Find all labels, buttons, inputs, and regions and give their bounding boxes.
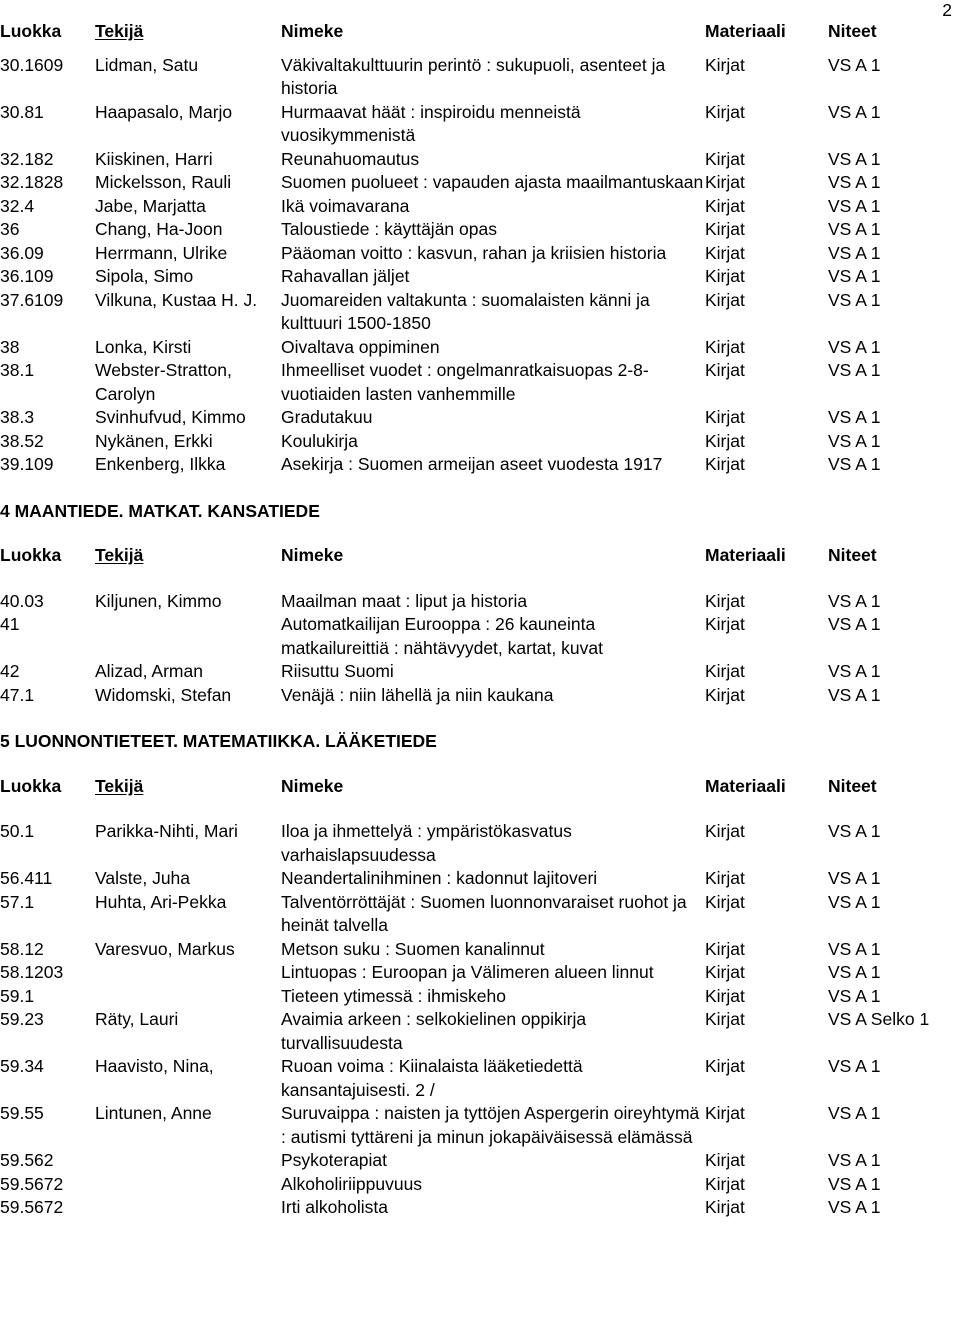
cell-luokka: 37.6109 [0, 289, 64, 310]
cell-materiaali: Kirjat [705, 454, 745, 474]
header-tekija: Tekijä [95, 775, 144, 796]
table-row [0, 218, 960, 242]
cell-luokka: 59.1 [0, 985, 35, 1006]
cell-nimeke: Ihmeelliset vuodet : ongelmanratkaisuopas 2-8-vuotiaiden lasten vanhemmille [281, 360, 649, 404]
cell-tekija [95, 613, 281, 660]
cell-niteet: VS A 1 [828, 590, 881, 611]
cell-materiaali: Kirjat [705, 195, 745, 216]
cell-niteet: VS A 1 [828, 1103, 881, 1123]
cell-nimeke: Maailman maat : liput ja historia [281, 590, 528, 611]
cell-tekija: Nykänen, Erkki [95, 430, 213, 451]
cell-tekija: Parikka-Nihti, Mari [95, 821, 238, 841]
cell-materiaali: Kirjat [705, 172, 745, 192]
cell-nimeke: Suomen puolueet : vapauden ajasta maailmantuskaan [281, 172, 704, 192]
cell-materiaali: Kirjat [705, 1197, 745, 1217]
cell-materiaali: Kirjat [705, 962, 745, 982]
cell-luokka: 42 [0, 661, 20, 681]
cell-tekija: Haavisto, Nina, [95, 1056, 214, 1076]
table-row [0, 54, 960, 101]
cell-luokka: 41 [0, 614, 20, 634]
header-niteet: Niteet [828, 21, 877, 41]
cell-niteet: VS A 1 [828, 289, 881, 310]
header-materiaali: Materiaali [705, 775, 786, 796]
cell-nimeke: Hurmaavat häät : inspiroidu menneistä vuosikymmenistä [281, 101, 581, 145]
cell-materiaali: Kirjat [705, 1103, 745, 1123]
cell-niteet: VS A 1 [828, 1056, 881, 1076]
cell-luokka: 59.5672 [0, 1197, 64, 1217]
cell-tekija [95, 985, 281, 1009]
header-nimeke: Nimeke [281, 21, 344, 41]
cell-niteet: VS A 1 [828, 172, 881, 192]
table-header [0, 544, 960, 568]
cell-nimeke: Tieteen ytimessä : ihmiskeho [281, 985, 506, 1006]
cell-nimeke: Neandertalinihminen : kadonnut lajitoveri [281, 868, 598, 888]
table-row [0, 891, 960, 938]
cell-niteet: VS A 1 [828, 821, 881, 841]
cell-nimeke: Automatkailijan Eurooppa : 26 kauneinta matkailureittiä : nähtävyydet, kartat, kuvat [281, 614, 603, 658]
cell-niteet: VS A 1 [828, 661, 881, 681]
cell-luokka: 38 [0, 336, 20, 357]
cell-nimeke: Pääoman voitto : kasvun, rahan ja kriisien historia [281, 242, 667, 263]
cell-materiaali: Kirjat [705, 219, 745, 239]
cell-materiaali: Kirjat [705, 821, 745, 841]
cell-materiaali: Kirjat [705, 101, 745, 122]
table-row [0, 195, 960, 219]
cell-tekija [95, 1149, 281, 1173]
section [0, 730, 960, 1220]
cell-luokka: 58.1203 [0, 962, 64, 982]
table-row [0, 242, 960, 266]
cell-tekija: Vilkuna, Kustaa H. J. [95, 289, 258, 310]
cell-niteet: VS A 1 [828, 430, 881, 451]
cell-luokka: 59.55 [0, 1103, 44, 1123]
table-row [0, 171, 960, 195]
header-niteet: Niteet [828, 545, 877, 565]
cell-niteet: VS A 1 [828, 1150, 881, 1170]
header-tekija: Tekijä [95, 545, 144, 565]
cell-materiaali: Kirjat [705, 360, 745, 380]
cell-nimeke: Ikä voimavarana [281, 195, 410, 216]
header-luokka: Luokka [0, 21, 62, 41]
cell-nimeke: Koulukirja [281, 430, 358, 451]
cell-niteet: VS A 1 [828, 266, 881, 286]
cell-niteet: VS A 1 [828, 938, 881, 959]
table-body [0, 54, 960, 477]
cell-materiaali: Kirjat [705, 1150, 745, 1170]
table-row [0, 867, 960, 891]
cell-luokka: 36.109 [0, 266, 54, 286]
cell-niteet: VS A 1 [828, 985, 881, 1006]
cell-nimeke: Asekirja : Suomen armeijan aseet vuodesta 1917 [281, 454, 663, 474]
cell-materiaali: Kirjat [705, 614, 745, 634]
cell-luokka: 30.1609 [0, 54, 64, 75]
cell-niteet: VS A 1 [828, 684, 881, 705]
table-body [0, 820, 960, 1220]
cell-tekija: Jabe, Marjatta [95, 195, 206, 216]
cell-nimeke: Juomareiden valtakunta : suomalaisten känni ja kulttuuri 1500-1850 [281, 289, 650, 333]
cell-luokka: 47.1 [0, 684, 35, 705]
cell-tekija: Lintunen, Anne [95, 1103, 212, 1123]
cell-nimeke: Iloa ja ihmettelyä : ympäristökasvatus varhaislapsuudessa [281, 821, 572, 865]
cell-luokka: 59.562 [0, 1150, 54, 1170]
cell-materiaali: Kirjat [705, 148, 745, 169]
cell-materiaali: Kirjat [705, 430, 745, 451]
cell-nimeke: Reunahuomautus [281, 148, 420, 169]
cell-luokka: 30.81 [0, 101, 44, 122]
cell-niteet: VS A 1 [828, 360, 881, 380]
cell-luokka: 36 [0, 219, 20, 239]
cell-nimeke: Väkivaltakulttuurin perintö : sukupuoli, asenteet ja historia [281, 54, 666, 98]
cell-tekija: Herrmann, Ulrike [95, 242, 228, 263]
cell-luokka: 59.23 [0, 1009, 44, 1029]
cell-nimeke: Venäjä : niin lähellä ja niin kaukana [281, 684, 554, 705]
cell-luokka: 32.182 [0, 148, 54, 169]
table-row [0, 406, 960, 430]
cell-materiaali: Kirjat [705, 891, 745, 912]
section-heading: 4 MAANTIEDE. MATKAT. KANSATIEDE [0, 500, 320, 521]
cell-nimeke: Psykoterapiat [281, 1150, 388, 1170]
table-row [0, 101, 960, 148]
cell-luokka: 57.1 [0, 891, 35, 912]
section-heading: 5 LUONNONTIETEET. MATEMATIIKKA. LÄÄKETIEDE [0, 731, 437, 751]
cell-nimeke: Lintuopas : Euroopan ja Välimeren alueen linnut [281, 962, 654, 982]
cell-materiaali: Kirjat [705, 1009, 745, 1029]
cell-niteet: VS A 1 [828, 336, 881, 357]
cell-niteet: VS A 1 [828, 148, 881, 169]
table-row [0, 1008, 960, 1055]
cell-materiaali: Kirjat [705, 242, 745, 263]
cell-tekija: Chang, Ha-Joon [95, 219, 223, 239]
table-row [0, 938, 960, 962]
cell-tekija: Lonka, Kirsti [95, 336, 192, 357]
cell-luokka: 38.3 [0, 407, 35, 427]
cell-luokka: 40.03 [0, 590, 44, 611]
header-nimeke: Nimeke [281, 545, 344, 565]
cell-nimeke: Metson suku : Suomen kanalinnut [281, 938, 545, 959]
cell-tekija: Mickelsson, Rauli [95, 172, 232, 192]
cell-luokka: 38.52 [0, 430, 44, 451]
cell-tekija: Kiljunen, Kimmo [95, 590, 222, 611]
cell-niteet: VS A 1 [828, 891, 881, 912]
cell-niteet: VS A 1 [828, 962, 881, 982]
cell-tekija: Enkenberg, Ilkka [95, 454, 226, 474]
cell-niteet: VS A 1 [828, 219, 881, 239]
cell-niteet: VS A 1 [828, 242, 881, 263]
cell-tekija [95, 1196, 281, 1220]
cell-materiaali: Kirjat [705, 54, 745, 75]
table-body [0, 590, 960, 708]
table-row [0, 590, 960, 614]
table-row [0, 1055, 960, 1102]
header-nimeke: Nimeke [281, 775, 344, 796]
cell-materiaali: Kirjat [705, 590, 745, 611]
cell-niteet: VS A 1 [828, 614, 881, 634]
page-number: 2 [942, 0, 952, 20]
section [0, 500, 960, 708]
cell-materiaali: Kirjat [705, 1056, 745, 1076]
cell-materiaali: Kirjat [705, 938, 745, 959]
cell-tekija: Varesvuo, Markus [95, 938, 235, 959]
table-row [0, 1173, 960, 1197]
table-row [0, 148, 960, 172]
cell-materiaali: Kirjat [705, 661, 745, 681]
cell-materiaali: Kirjat [705, 289, 745, 310]
cell-niteet: VS A Selko 1 [828, 1009, 930, 1029]
table-row [0, 1149, 960, 1173]
table-row [0, 453, 960, 477]
cell-nimeke: Suruvaippa : naisten ja tyttöjen Aspergerin oireyhtymä : autismi tyttäreni ja minun jokapäiväisessä elämässä [281, 1103, 700, 1147]
cell-nimeke: Talventörröttäjät : Suomen luonnonvaraiset ruohot ja heinät talvella [281, 891, 687, 935]
cell-tekija: Widomski, Stefan [95, 684, 232, 705]
cell-niteet: VS A 1 [828, 54, 881, 75]
cell-materiaali: Kirjat [705, 684, 745, 705]
cell-luokka: 56.411 [0, 868, 53, 888]
cell-tekija: Lidman, Satu [95, 54, 199, 75]
table-header [0, 775, 960, 799]
cell-tekija: Svinhufvud, Kimmo [95, 407, 246, 427]
cell-nimeke: Avaimia arkeen : selkokielinen oppikirja turvallisuudesta [281, 1009, 587, 1053]
header-tekija: Tekijä [95, 21, 144, 41]
cell-nimeke: Gradutakuu [281, 407, 373, 427]
cell-nimeke: Oivaltava oppiminen [281, 336, 440, 357]
cell-tekija: Valste, Juha [95, 868, 191, 888]
cell-luokka: 59.5672 [0, 1173, 64, 1194]
cell-tekija: Sipola, Simo [95, 266, 194, 286]
cell-nimeke: Rahavallan jäljet [281, 266, 410, 286]
cell-materiaali: Kirjat [705, 266, 745, 286]
cell-nimeke: Ruoan voima : Kiinalaista lääketiedettä kansantajuisesti. 2 / [281, 1056, 583, 1100]
cell-niteet: VS A 1 [828, 407, 881, 427]
cell-materiaali: Kirjat [705, 1173, 745, 1194]
header-niteet: Niteet [828, 775, 877, 796]
cell-luokka: 36.09 [0, 242, 44, 263]
table-row [0, 820, 960, 867]
cell-materiaali: Kirjat [705, 985, 745, 1006]
table-row [0, 430, 960, 454]
cell-materiaali: Kirjat [705, 336, 745, 357]
cell-materiaali: Kirjat [705, 868, 745, 888]
cell-luokka: 38.1 [0, 360, 35, 380]
table-row [0, 1196, 960, 1220]
table-header [0, 20, 960, 44]
cell-luokka: 58.12 [0, 938, 44, 959]
cell-nimeke: Riisuttu Suomi [281, 661, 394, 681]
table-row [0, 684, 960, 708]
cell-nimeke: Taloustiede : käyttäjän opas [281, 219, 497, 239]
section [0, 20, 960, 477]
cell-niteet: VS A 1 [828, 195, 881, 216]
table-row [0, 265, 960, 289]
cell-tekija [95, 1173, 281, 1197]
table-row [0, 985, 960, 1009]
cell-nimeke: Alkoholiriippuvuus [281, 1173, 423, 1194]
cell-tekija [95, 961, 281, 985]
table-row [0, 961, 960, 985]
cell-niteet: VS A 1 [828, 1197, 881, 1217]
table-row [0, 660, 960, 684]
header-materiaali: Materiaali [705, 21, 786, 41]
cell-luokka: 32.4 [0, 195, 35, 216]
table-row [0, 359, 960, 406]
cell-niteet: VS A 1 [828, 1173, 881, 1194]
cell-materiaali: Kirjat [705, 407, 745, 427]
cell-luokka: 32.1828 [0, 172, 64, 192]
cell-tekija: Webster-Stratton, Carolyn [95, 360, 232, 404]
cell-luokka: 50.1 [0, 821, 35, 841]
header-luokka: Luokka [0, 775, 62, 796]
cell-tekija: Haapasalo, Marjo [95, 101, 233, 122]
table-row [0, 336, 960, 360]
header-luokka: Luokka [0, 545, 62, 565]
cell-niteet: VS A 1 [828, 101, 881, 122]
table-row [0, 613, 960, 660]
cell-tekija: Räty, Lauri [95, 1009, 179, 1029]
cell-nimeke: Irti alkoholista [281, 1197, 388, 1217]
cell-luokka: 59.34 [0, 1056, 44, 1076]
cell-niteet: VS A 1 [828, 454, 881, 474]
table-row [0, 289, 960, 336]
cell-tekija: Huhta, Ari-Pekka [95, 891, 227, 912]
table-row [0, 1102, 960, 1149]
cell-niteet: VS A 1 [828, 868, 881, 888]
cell-tekija: Alizad, Arman [95, 661, 203, 681]
header-materiaali: Materiaali [705, 545, 786, 565]
cell-luokka: 39.109 [0, 454, 54, 474]
cell-tekija: Kiiskinen, Harri [95, 148, 213, 169]
